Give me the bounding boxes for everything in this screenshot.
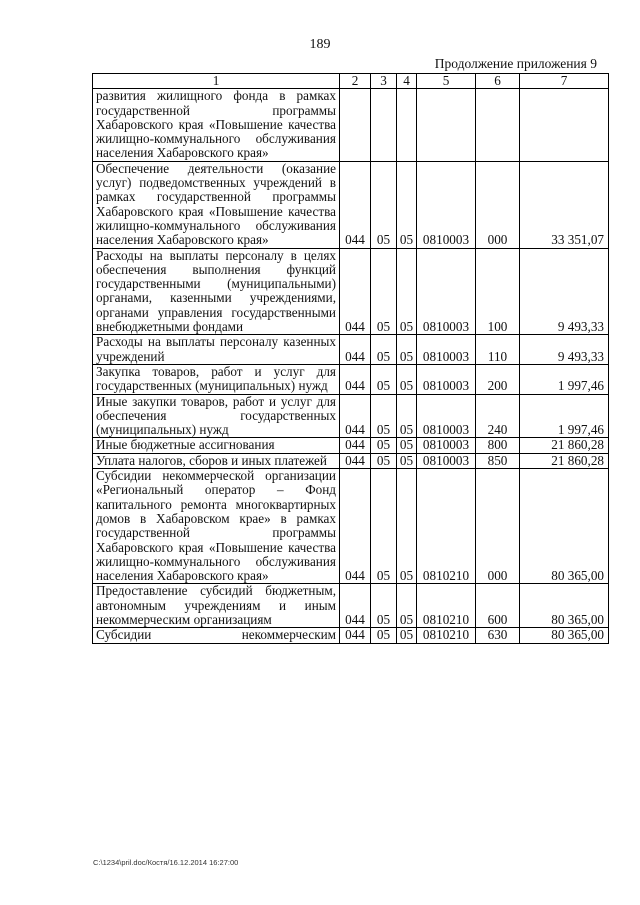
table-row xyxy=(93,469,609,584)
row-description: Закупка товаров, работ и услуг для государственных (муниципальных) нужд xyxy=(93,364,340,394)
continuation-label: Продолжение приложения 9 xyxy=(434,56,597,71)
cell-target-article: 0810003 xyxy=(417,248,476,335)
cell-section: 05 xyxy=(371,438,397,453)
cell-expense-type: 110 xyxy=(476,335,520,365)
cell-section: 05 xyxy=(371,364,397,394)
col-header-1: 1 xyxy=(93,74,340,89)
cell-target-article: 0810003 xyxy=(417,161,476,248)
cell-subsection: 05 xyxy=(397,161,417,248)
cell-ministry: 044 xyxy=(340,469,371,584)
cell-subsection: 05 xyxy=(397,469,417,584)
cell-subsection: 05 xyxy=(397,453,417,468)
cell-amount: 80 365,00 xyxy=(520,628,609,643)
table-row xyxy=(93,628,609,643)
cell-ministry xyxy=(340,89,371,161)
row-description: Иные бюджетные ассигнования xyxy=(93,438,340,453)
cell-expense-type: 800 xyxy=(476,438,520,453)
cell-subsection: 05 xyxy=(397,335,417,365)
cell-section xyxy=(371,89,397,161)
col-header-2: 2 xyxy=(340,74,371,89)
cell-ministry: 044 xyxy=(340,248,371,335)
cell-subsection xyxy=(397,89,417,161)
cell-target-article: 0810003 xyxy=(417,394,476,438)
cell-ministry: 044 xyxy=(340,364,371,394)
row-description: Обеспечение деятельности (оказание услуг) подведомственных учреждений в рамках государственной программы Хабаровского края «Повышение качества жилищно-коммунального обслуживания населения Хабаровского края» xyxy=(93,161,340,248)
row-description: Расходы на выплаты персоналу казенных учреждений xyxy=(93,335,340,365)
cell-expense-type: 200 xyxy=(476,364,520,394)
cell-section: 05 xyxy=(371,248,397,335)
cell-expense-type: 240 xyxy=(476,394,520,438)
table-row xyxy=(93,161,609,248)
cell-amount: 9 493,33 xyxy=(520,335,609,365)
cell-target-article: 0810003 xyxy=(417,364,476,394)
header-row xyxy=(93,74,609,89)
cell-amount: 1 997,46 xyxy=(520,364,609,394)
cell-section: 05 xyxy=(371,453,397,468)
budget-table xyxy=(92,73,609,644)
cell-subsection: 05 xyxy=(397,394,417,438)
cell-amount: 9 493,33 xyxy=(520,248,609,335)
table-row xyxy=(93,364,609,394)
cell-amount: 80 365,00 xyxy=(520,469,609,584)
cell-target-article: 0810003 xyxy=(417,335,476,365)
cell-expense-type: 100 xyxy=(476,248,520,335)
cell-target-article: 0810003 xyxy=(417,453,476,468)
cell-subsection: 05 xyxy=(397,628,417,643)
cell-ministry: 044 xyxy=(340,335,371,365)
cell-amount: 33 351,07 xyxy=(520,161,609,248)
cell-target-article: 0810003 xyxy=(417,438,476,453)
cell-section: 05 xyxy=(371,394,397,438)
col-header-6: 6 xyxy=(476,74,520,89)
row-description: Уплата налогов, сборов и иных платежей xyxy=(93,453,340,468)
cell-expense-type: 000 xyxy=(476,161,520,248)
cell-ministry: 044 xyxy=(340,438,371,453)
cell-subsection: 05 xyxy=(397,364,417,394)
cell-amount: 21 860,28 xyxy=(520,438,609,453)
cell-expense-type: 850 xyxy=(476,453,520,468)
cell-ministry: 044 xyxy=(340,453,371,468)
cell-amount: 1 997,46 xyxy=(520,394,609,438)
cell-section: 05 xyxy=(371,161,397,248)
row-description: развития жилищного фонда в рамках государственной программы Хабаровского края «Повышение качества жилищно-коммунального обслуживания населения Хабаровского края» xyxy=(93,89,340,161)
cell-target-article: 0810210 xyxy=(417,584,476,628)
cell-section: 05 xyxy=(371,584,397,628)
cell-target-article: 0810210 xyxy=(417,628,476,643)
cell-amount: 80 365,00 xyxy=(520,584,609,628)
cell-expense-type: 600 xyxy=(476,584,520,628)
col-header-3: 3 xyxy=(371,74,397,89)
row-description: Субсидии некоммерческим xyxy=(93,628,340,643)
cell-subsection: 05 xyxy=(397,584,417,628)
cell-expense-type xyxy=(476,89,520,161)
file-path-footer: C:\1234\pril.doc/Костя/16.12.2014 16:27:00 xyxy=(93,858,239,867)
row-description: Предоставление субсидий бюджетным, автономным учреждениям и иным некоммерческим организациям xyxy=(93,584,340,628)
cell-subsection: 05 xyxy=(397,438,417,453)
row-description: Иные закупки товаров, работ и услуг для обеспечения государственных (муниципальных) нужд xyxy=(93,394,340,438)
table-row xyxy=(93,438,609,453)
col-header-4: 4 xyxy=(397,74,417,89)
table-row xyxy=(93,584,609,628)
cell-ministry: 044 xyxy=(340,161,371,248)
page-number: 189 xyxy=(309,37,331,52)
col-header-5: 5 xyxy=(417,74,476,89)
cell-target-article: 0810210 xyxy=(417,469,476,584)
cell-section: 05 xyxy=(371,628,397,643)
cell-section: 05 xyxy=(371,469,397,584)
table-row xyxy=(93,394,609,438)
cell-expense-type: 000 xyxy=(476,469,520,584)
cell-ministry: 044 xyxy=(340,394,371,438)
table-row xyxy=(93,335,609,365)
table-row xyxy=(93,89,609,161)
cell-amount xyxy=(520,89,609,161)
cell-subsection: 05 xyxy=(397,248,417,335)
cell-expense-type: 630 xyxy=(476,628,520,643)
table-row xyxy=(93,453,609,468)
col-header-7: 7 xyxy=(520,74,609,89)
cell-ministry: 044 xyxy=(340,628,371,643)
cell-ministry: 044 xyxy=(340,584,371,628)
cell-target-article xyxy=(417,89,476,161)
cell-amount: 21 860,28 xyxy=(520,453,609,468)
row-description: Расходы на выплаты персоналу в целях обеспечения выполнения функций государственными (муниципальными) органами, казенными учреждениями, органами управления государственными внебюджетными фондами xyxy=(93,248,340,335)
row-description: Субсидии некоммерческой организации «Региональный оператор – Фонд капитального ремонта многоквартирных домов в Хабаровском крае» в рамках государственной программы Хабаровского края «Повышение качества жилищно-коммунального обслуживания населения Хабаровского края» xyxy=(93,469,340,584)
cell-section: 05 xyxy=(371,335,397,365)
table-row xyxy=(93,248,609,335)
